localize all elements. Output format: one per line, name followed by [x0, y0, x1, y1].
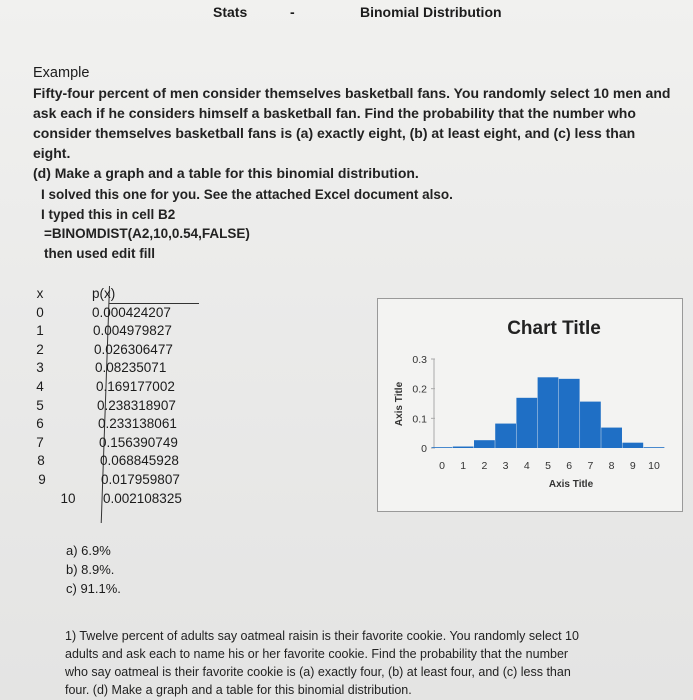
x-value: 3	[36, 360, 44, 376]
question-line: 1) Twelve percent of adults say oatmeal raisin is their favorite cookie. You randomly select 10	[65, 629, 579, 643]
chart-bar	[432, 447, 453, 448]
answer-b: b) 8.9%.	[66, 562, 115, 577]
x-value: 6	[36, 416, 44, 432]
x-tick-label: 2	[481, 460, 488, 472]
px-value: 0.000424207	[92, 304, 171, 320]
binomial-chart	[377, 298, 683, 512]
x-value: 7	[36, 434, 44, 450]
chart-bar	[453, 447, 474, 448]
chart-bar	[644, 447, 665, 448]
x-tick-label: 0	[439, 460, 445, 472]
exercise-question	[65, 627, 665, 699]
x-value: 2	[36, 341, 44, 357]
chart-bar	[495, 424, 516, 448]
chart-bar	[538, 377, 559, 448]
y-tick-label: 0	[421, 443, 427, 455]
chart-bar	[580, 402, 601, 448]
chart-bar	[559, 379, 580, 448]
px-value: 0.233138061	[98, 416, 177, 432]
question-line: who say oatmeal is their favorite cookie is (a) exactly four, (b) at least four, and (c) less than	[65, 665, 571, 679]
chart-bar	[601, 428, 622, 448]
x-axis-title: Axis Title	[548, 479, 594, 490]
x-column-header: x	[36, 286, 44, 301]
question-line: four. (d) Make a graph and a table for this binomial distribution.	[65, 683, 412, 697]
example-line: consider themselves basketball fans is (a) exactly eight, (b) at least eight, and (c) less than eight.	[33, 125, 636, 161]
x-value: 1	[36, 323, 44, 339]
px-value: 0.169177002	[96, 378, 175, 394]
px-value: 0.08235071	[95, 360, 167, 376]
x-tick-label: 9	[629, 460, 636, 472]
px-value: 0.156390749	[99, 434, 178, 450]
y-axis-title: Axis Title	[394, 381, 405, 427]
x-tick-label: 8	[608, 460, 615, 472]
x-value: 9	[38, 471, 46, 487]
chart-title: Chart Title	[507, 318, 601, 339]
chart-canvas	[378, 299, 682, 511]
page-header	[0, 0, 693, 26]
example-heading: Example	[33, 65, 90, 81]
example-line: Fifty-four percent of men consider themselves basketball fans. You randomly select 10 men and	[33, 85, 671, 101]
solution-note	[41, 185, 453, 263]
answers-section	[66, 541, 121, 598]
px-value: 0.017959807	[101, 471, 180, 487]
px-value: 0.026306477	[94, 341, 173, 357]
header-left-title: Stats	[213, 4, 248, 20]
chart-bar	[474, 440, 495, 448]
x-tick-label: 10	[648, 460, 660, 472]
question-line: adults and ask each to name his or her favorite cookie. Find the probability that the number	[65, 647, 569, 661]
px-value: 0.004979827	[93, 323, 172, 339]
x-tick-label: 5	[545, 460, 551, 472]
x-tick-label: 1	[460, 460, 467, 472]
x-value: 5	[36, 397, 44, 413]
x-tick-label: 6	[566, 460, 573, 472]
answer-a: a) 6.9%	[66, 543, 111, 558]
chart-bar	[622, 443, 643, 448]
answer-c: c) 91.1%.	[66, 581, 121, 596]
px-column-header: p(x)	[92, 286, 116, 301]
px-value: 0.068845928	[100, 453, 179, 469]
header-right-title: Binomial Distribution	[360, 4, 502, 20]
note-formula: =BINOMDIST(A2,10,0.54,FALSE)	[44, 226, 250, 241]
x-tick-label: 7	[587, 460, 594, 472]
note-line: I solved this one for you. See the attached Excel document also.	[41, 187, 453, 202]
example-line: (d) Make a graph and a table for this binomial distribution.	[33, 165, 419, 181]
x-tick-label: 4	[523, 460, 530, 472]
px-value: 0.238318907	[97, 397, 176, 413]
x-tick-label: 3	[502, 460, 509, 472]
y-tick-label: 0.3	[412, 354, 427, 366]
example-line: ask each if he considers himself a basketball fan. Find the probability that the number who	[33, 105, 636, 121]
x-value: 4	[36, 378, 44, 394]
y-tick-label: 0.1	[412, 413, 427, 426]
example-section	[33, 63, 673, 183]
y-tick-label: 0.2	[412, 383, 427, 396]
x-value: 10	[60, 490, 76, 506]
chart-bar	[516, 398, 537, 448]
px-value: 0.002108325	[103, 490, 182, 506]
note-line: then used edit fill	[44, 245, 156, 261]
header-separator: -	[290, 4, 295, 20]
x-value: 0	[36, 304, 44, 320]
x-value: 8	[37, 453, 45, 469]
note-line: I typed this in cell B2	[41, 206, 176, 222]
